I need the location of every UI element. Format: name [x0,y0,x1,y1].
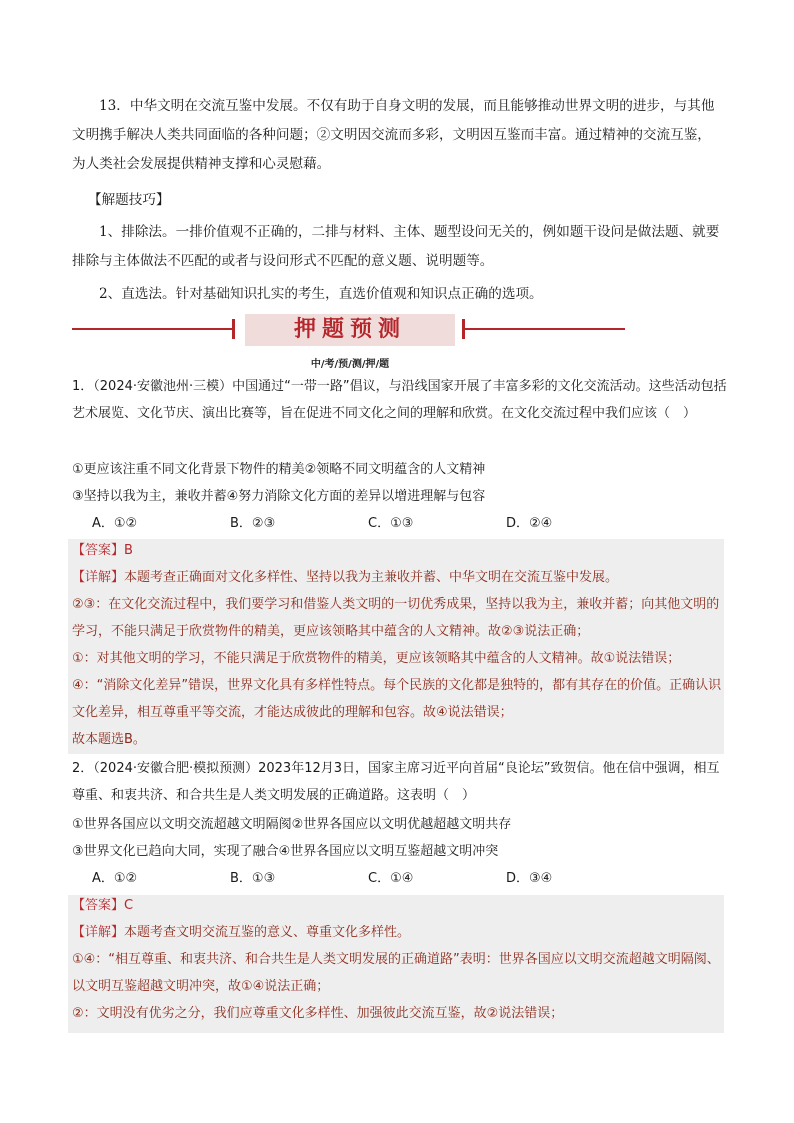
detail-label: 【详解】 [72,925,125,940]
question-2-stem: 2．（2024·安徽合肥·模拟预测）2023年12月3日，国家主席习近平向首届“良论坛”致贺信。他在信中强调，相互尊重、和衷共济、和合共生是人类文明发展的正确道路。这表明（ ） [72,761,720,803]
banner-tick-left [232,319,235,339]
option-c: C．①③ [368,516,414,531]
tip-2: 2、直选法。针对基础知识扎实的考生，直选价值观和知识点正确的选项。 [99,286,543,302]
tip-1: 1、排除法。一排价值观不正确的，二排与材料、主体、题型设问无关的，例如题干设问是做法题、就要排除与主体做法不匹配的或者与设问形式不匹配的意义题、说明题等。 [72,224,720,269]
option-a: A．①② [92,516,138,531]
question-1-options [92,510,644,537]
detail-1 [72,564,724,591]
analysis-1-b: ①：对其他文明的学习，不能只满足于欣赏物件的精美，更应该领略其中蕴含的人文精神。故①说法错误； [72,651,681,666]
detail-intro: 本题考查正确面对文化多样性、坚持以我为主兼收并蓄、中华文明在交流互鉴中发展。 [124,570,619,585]
option-a: A．①② [92,871,138,886]
option-d: D．③④ [506,871,553,886]
banner-title: 押题预测 [293,317,406,342]
answer-label: 【答案】 [72,898,125,913]
question-1-stem: 1．（2024·安徽池州·三模）中国通过“一带一路”倡议，与沿线国家开展了丰富多彩的文化交流活动。这些活动包括艺术展览、文化节庆、演出比赛等，旨在促进不同文化之间的理解和欣赏。在文化交流过程中我们应该（ ） [72,379,727,421]
banner-line-right [465,328,625,330]
answer-label: 【答案】 [72,543,125,558]
answer-2 [72,892,724,919]
answer-value: C [124,898,134,913]
question-2-items-a: ①世界各国应以文明交流超越文明隔阂②世界各国应以文明优越超越文明共存 [72,817,512,832]
analysis-2-b: ②：文明没有优劣之分，我们应尊重文化多样性、加强彼此交流互鉴，故②说法错误； [72,1006,564,1021]
tip-heading: 【解题技巧】 [88,192,170,208]
detail-label: 【详解】 [72,570,125,585]
analysis-1-c: ④：“消除文化差异”错误，世界文化具有多样性特点。每个民族的文化都是独特的，都有其存在的价值。正确认识文化差异，相互尊重平等交流，才能达成彼此的理解和包容。故④说法错误； [72,678,722,720]
conclusion-1: 故本题选B。 [72,732,146,747]
analysis-1-a: ②③：在文化交流过程中，我们要学习和借鉴人类文明的一切优秀成果，坚持以我为主，兼收并蓄；向其他文明的学习，不能只满足于欣赏物件的精美，更应该领略其中蕴含的人文精神。故②③说法正确； [72,597,720,639]
detail-intro: 本题考查文明交流互鉴的意义、尊重文化多样性。 [124,925,411,940]
banner-subtitle: 中/考/预/测/押/题 [310,359,390,370]
detail-2 [72,919,724,946]
question-1-items-b: ③坚持以我为主，兼收并蓄④努力消除文化方面的差异以增进理解与包容 [72,489,486,504]
paragraph-13: 13．中华文明在交流互鉴中发展。不仅有助于自身文明的发展，而且能够推动世界文明的进步，与其他文明携手解决人类共同面临的各种问题；②文明因交流而多彩，文明因互鉴而丰富。通过精神的交流互鉴，为人类社会发展提供精神支撑和心灵慰藉。 [72,98,715,172]
option-b: B．①③ [230,871,276,886]
option-c: C．①④ [368,871,414,886]
answer-1 [72,537,724,564]
banner-line-left [72,328,232,330]
answer-value: B [124,543,133,558]
question-2-items-b: ③世界文化已趋向大同，实现了融合④世界各国应以文明互鉴超越文明冲突 [72,844,499,859]
analysis-2-a: ①④：“相互尊重、和衷共济、和合共生是人类文明发展的正确道路”表明：世界各国应以文明交流超越文明隔阂、以文明互鉴超越文明冲突，故①④说法正确； [72,952,720,994]
option-b: B．②③ [230,516,276,531]
question-1-items-a: ①更应该注重不同文化背景下物件的精美②领略不同文明蕴含的人文精神 [72,462,486,477]
option-d: D．②④ [506,516,553,531]
question-2-options [92,865,644,892]
